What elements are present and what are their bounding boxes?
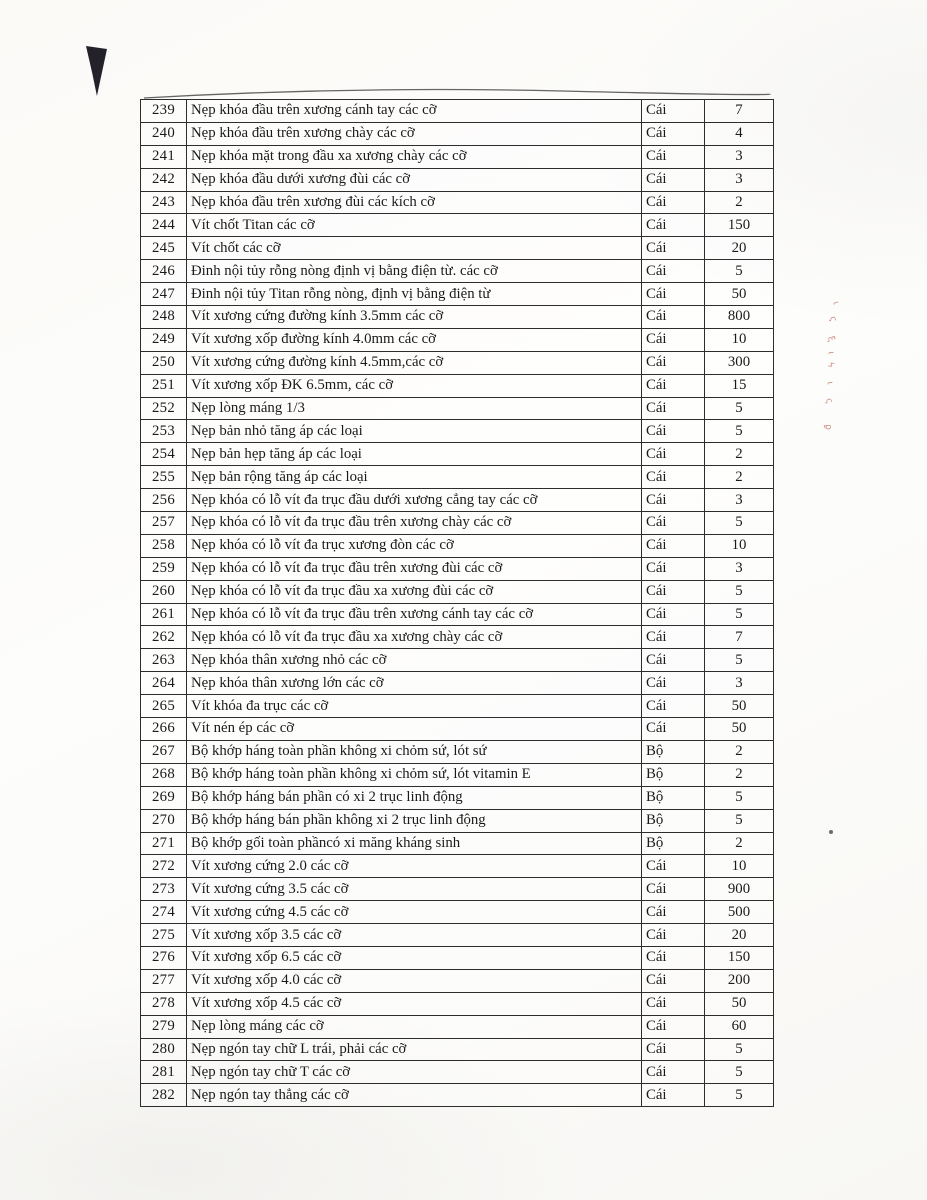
description-cell: Nẹp bản nhỏ tăng áp các loại <box>187 420 642 443</box>
unit-cell: Cái <box>642 260 705 283</box>
row-number-cell: 245 <box>141 237 187 260</box>
items-table <box>140 99 774 1107</box>
quantity-cell: 15 <box>705 374 774 397</box>
table-row <box>141 306 774 329</box>
row-number-cell: 247 <box>141 283 187 306</box>
table-row <box>141 672 774 695</box>
quantity-cell: 50 <box>705 718 774 741</box>
quantity-cell: 5 <box>705 260 774 283</box>
table-row <box>141 763 774 786</box>
quantity-cell: 800 <box>705 306 774 329</box>
red-ink-mark: ϼ <box>822 423 834 431</box>
quantity-cell: 5 <box>705 786 774 809</box>
quantity-cell: 3 <box>705 489 774 512</box>
description-cell: Nẹp khóa thân xương lớn các cỡ <box>187 672 642 695</box>
row-number-cell: 272 <box>141 855 187 878</box>
table-row <box>141 283 774 306</box>
row-number-cell: 242 <box>141 168 187 191</box>
unit-cell: Bộ <box>642 809 705 832</box>
quantity-cell: 2 <box>705 443 774 466</box>
row-number-cell: 279 <box>141 1015 187 1038</box>
row-number-cell: 282 <box>141 1084 187 1107</box>
items-table-wrap <box>140 99 773 1107</box>
table-row <box>141 786 774 809</box>
quantity-cell: 5 <box>705 649 774 672</box>
description-cell: Đinh nội tủy Titan rỗng nòng, định vị bằng điện từ <box>187 283 642 306</box>
description-cell: Vít xương cứng 3.5 các cỡ <box>187 878 642 901</box>
description-cell: Nẹp ngón tay chữ L trái, phải các cỡ <box>187 1038 642 1061</box>
unit-cell: Cái <box>642 1038 705 1061</box>
red-ink-mark: ι <box>825 351 836 355</box>
table-row <box>141 946 774 969</box>
description-cell: Nẹp bản hẹp tăng áp các loại <box>187 443 642 466</box>
row-number-cell: 275 <box>141 924 187 947</box>
unit-cell: Cái <box>642 214 705 237</box>
row-number-cell: 252 <box>141 397 187 420</box>
row-number-cell: 249 <box>141 328 187 351</box>
row-number-cell: 257 <box>141 512 187 535</box>
unit-cell: Cái <box>642 397 705 420</box>
row-number-cell: 259 <box>141 557 187 580</box>
quantity-cell: 500 <box>705 901 774 924</box>
description-cell: Vít xương xốp 3.5 các cỡ <box>187 924 642 947</box>
unit-cell: Cái <box>642 924 705 947</box>
description-cell: Nẹp khóa có lỗ vít đa trục đầu trên xương đùi các cỡ <box>187 557 642 580</box>
table-row <box>141 1061 774 1084</box>
row-number-cell: 280 <box>141 1038 187 1061</box>
unit-cell: Cái <box>642 306 705 329</box>
description-cell: Vít xương cứng 4.5 các cỡ <box>187 901 642 924</box>
row-number-cell: 241 <box>141 145 187 168</box>
row-number-cell: 266 <box>141 718 187 741</box>
description-cell: Bộ khớp háng bán phần có xi 2 trục linh động <box>187 786 642 809</box>
row-number-cell: 277 <box>141 969 187 992</box>
unit-cell: Cái <box>642 351 705 374</box>
table-row <box>141 420 774 443</box>
description-cell: Nẹp khóa đầu trên xương đùi các kích cỡ <box>187 191 642 214</box>
description-cell: Nẹp khóa có lỗ vít đa trục xương đòn các cỡ <box>187 534 642 557</box>
unit-cell: Cái <box>642 649 705 672</box>
row-number-cell: 253 <box>141 420 187 443</box>
red-ink-mark: ς <box>827 315 839 323</box>
scan-corner-fold-mark <box>86 46 107 96</box>
row-number-cell: 248 <box>141 306 187 329</box>
red-ink-mark: ι <box>824 380 835 386</box>
quantity-cell: 5 <box>705 512 774 535</box>
table-row <box>141 580 774 603</box>
unit-cell: Cái <box>642 1061 705 1084</box>
unit-cell: Cái <box>642 878 705 901</box>
description-cell: Vít xương xốp ĐK 6.5mm, các cỡ <box>187 374 642 397</box>
table-row <box>141 534 774 557</box>
table-row <box>141 695 774 718</box>
unit-cell: Cái <box>642 534 705 557</box>
table-row <box>141 740 774 763</box>
unit-cell: Cái <box>642 1084 705 1107</box>
quantity-cell: 10 <box>705 534 774 557</box>
description-cell: Bộ khớp háng bán phần không xi 2 trục linh động <box>187 809 642 832</box>
unit-cell: Cái <box>642 901 705 924</box>
unit-cell: Cái <box>642 122 705 145</box>
quantity-cell: 2 <box>705 763 774 786</box>
table-row <box>141 1015 774 1038</box>
row-number-cell: 261 <box>141 603 187 626</box>
unit-cell: Cái <box>642 145 705 168</box>
description-cell: Nẹp khóa thân xương nhỏ các cỡ <box>187 649 642 672</box>
unit-cell: Cái <box>642 328 705 351</box>
table-row <box>141 832 774 855</box>
quantity-cell: 5 <box>705 420 774 443</box>
table-row <box>141 603 774 626</box>
unit-cell: Cái <box>642 695 705 718</box>
unit-cell: Cái <box>642 557 705 580</box>
unit-cell: Bộ <box>642 740 705 763</box>
unit-cell: Cái <box>642 580 705 603</box>
quantity-cell: 3 <box>705 168 774 191</box>
description-cell: Nẹp ngón tay chữ T các cỡ <box>187 1061 642 1084</box>
unit-cell: Cái <box>642 168 705 191</box>
description-cell: Nẹp khóa có lỗ vít đa trục đầu trên xương chày các cỡ <box>187 512 642 535</box>
quantity-cell: 50 <box>705 695 774 718</box>
quantity-cell: 10 <box>705 855 774 878</box>
quantity-cell: 2 <box>705 740 774 763</box>
row-number-cell: 256 <box>141 489 187 512</box>
table-row <box>141 489 774 512</box>
description-cell: Bộ khớp háng toàn phần không xi chỏm sứ, lót vitamin E <box>187 763 642 786</box>
quantity-cell: 200 <box>705 969 774 992</box>
row-number-cell: 263 <box>141 649 187 672</box>
description-cell: Bộ khớp gối toàn phầncó xi măng kháng sinh <box>187 832 642 855</box>
description-cell: Vít khóa đa trục các cỡ <box>187 695 642 718</box>
stray-ink-dot <box>829 830 833 834</box>
row-number-cell: 273 <box>141 878 187 901</box>
description-cell: Nẹp lòng máng 1/3 <box>187 397 642 420</box>
unit-cell: Cái <box>642 855 705 878</box>
table-row <box>141 122 774 145</box>
description-cell: Nẹp bản rộng tăng áp các loại <box>187 466 642 489</box>
quantity-cell: 5 <box>705 1061 774 1084</box>
description-cell: Vít xương xốp đường kính 4.0mm các cỡ <box>187 328 642 351</box>
description-cell: Nẹp khóa đầu trên xương chày các cỡ <box>187 122 642 145</box>
table-row <box>141 557 774 580</box>
table-row <box>141 809 774 832</box>
quantity-cell: 2 <box>705 832 774 855</box>
row-number-cell: 278 <box>141 992 187 1015</box>
table-row <box>141 924 774 947</box>
row-number-cell: 274 <box>141 901 187 924</box>
table-row <box>141 878 774 901</box>
quantity-cell: 5 <box>705 1038 774 1061</box>
description-cell: Vít xương cứng đường kính 4.5mm,các cỡ <box>187 351 642 374</box>
unit-cell: Cái <box>642 672 705 695</box>
description-cell: Nẹp lòng máng các cỡ <box>187 1015 642 1038</box>
row-number-cell: 255 <box>141 466 187 489</box>
unit-cell: Cái <box>642 603 705 626</box>
description-cell: Nẹp khóa có lỗ vít đa trục đầu dưới xương cẳng tay các cỡ <box>187 489 642 512</box>
row-number-cell: 270 <box>141 809 187 832</box>
red-ink-mark: ϟ <box>824 360 836 370</box>
quantity-cell: 900 <box>705 878 774 901</box>
table-row <box>141 1038 774 1061</box>
unit-cell: Cái <box>642 466 705 489</box>
quantity-cell: 150 <box>705 946 774 969</box>
unit-cell: Cái <box>642 512 705 535</box>
table-row <box>141 1084 774 1107</box>
unit-cell: Cái <box>642 237 705 260</box>
unit-cell: Cái <box>642 489 705 512</box>
row-number-cell: 246 <box>141 260 187 283</box>
quantity-cell: 300 <box>705 351 774 374</box>
table-row <box>141 969 774 992</box>
unit-cell: Bộ <box>642 763 705 786</box>
row-number-cell: 240 <box>141 122 187 145</box>
row-number-cell: 243 <box>141 191 187 214</box>
table-row <box>141 443 774 466</box>
quantity-cell: 5 <box>705 1084 774 1107</box>
quantity-cell: 20 <box>705 924 774 947</box>
table-row <box>141 512 774 535</box>
unit-cell: Cái <box>642 946 705 969</box>
quantity-cell: 5 <box>705 580 774 603</box>
unit-cell: Bộ <box>642 786 705 809</box>
quantity-cell: 20 <box>705 237 774 260</box>
description-cell: Nẹp khóa có lỗ vít đa trục đầu xa xương chày các cỡ <box>187 626 642 649</box>
description-cell: Nẹp khóa đầu dưới xương đùi các cỡ <box>187 168 642 191</box>
unit-cell: Bộ <box>642 832 705 855</box>
row-number-cell: 271 <box>141 832 187 855</box>
description-cell: Nẹp khóa đầu trên xương cánh tay các cỡ <box>187 100 642 123</box>
row-number-cell: 258 <box>141 534 187 557</box>
row-number-cell: 276 <box>141 946 187 969</box>
description-cell: Vít nén ép các cỡ <box>187 718 642 741</box>
row-number-cell: 250 <box>141 351 187 374</box>
row-number-cell: 262 <box>141 626 187 649</box>
table-row <box>141 397 774 420</box>
row-number-cell: 267 <box>141 740 187 763</box>
table-row <box>141 328 774 351</box>
quantity-cell: 10 <box>705 328 774 351</box>
table-row <box>141 901 774 924</box>
table-row <box>141 145 774 168</box>
table-row <box>141 260 774 283</box>
red-ink-mark: ι <box>830 300 841 306</box>
unit-cell: Cái <box>642 443 705 466</box>
unit-cell: Cái <box>642 992 705 1015</box>
quantity-cell: 5 <box>705 397 774 420</box>
quantity-cell: 50 <box>705 992 774 1015</box>
table-row <box>141 191 774 214</box>
quantity-cell: 2 <box>705 191 774 214</box>
table-row <box>141 168 774 191</box>
unit-cell: Cái <box>642 626 705 649</box>
table-row <box>141 855 774 878</box>
row-number-cell: 269 <box>141 786 187 809</box>
description-cell: Vít chốt Titan các cỡ <box>187 214 642 237</box>
description-cell: Vít xương xốp 6.5 các cỡ <box>187 946 642 969</box>
row-number-cell: 268 <box>141 763 187 786</box>
table-row <box>141 374 774 397</box>
quantity-cell: 5 <box>705 603 774 626</box>
row-number-cell: 264 <box>141 672 187 695</box>
description-cell: Nẹp ngón tay thẳng các cỡ <box>187 1084 642 1107</box>
unit-cell: Cái <box>642 1015 705 1038</box>
quantity-cell: 3 <box>705 145 774 168</box>
description-cell: Nẹp khóa có lỗ vít đa trục đầu trên xương cánh tay các cỡ <box>187 603 642 626</box>
table-row <box>141 649 774 672</box>
description-cell: Vít xương xốp 4.0 các cỡ <box>187 969 642 992</box>
table-row <box>141 100 774 123</box>
table-row <box>141 992 774 1015</box>
description-cell: Bộ khớp háng toàn phần không xi chỏm sứ, lót sứ <box>187 740 642 763</box>
items-table-body <box>141 100 774 1107</box>
description-cell: Vít xương xốp 4.5 các cỡ <box>187 992 642 1015</box>
quantity-cell: 4 <box>705 122 774 145</box>
description-cell: Nẹp khóa mặt trong đầu xa xương chày các cỡ <box>187 145 642 168</box>
description-cell: Vít xương cứng đường kính 3.5mm các cỡ <box>187 306 642 329</box>
table-row <box>141 214 774 237</box>
row-number-cell: 265 <box>141 695 187 718</box>
red-ink-margin-note <box>824 298 846 438</box>
row-number-cell: 244 <box>141 214 187 237</box>
quantity-cell: 150 <box>705 214 774 237</box>
unit-cell: Cái <box>642 969 705 992</box>
quantity-cell: 60 <box>705 1015 774 1038</box>
table-row <box>141 626 774 649</box>
row-number-cell: 251 <box>141 374 187 397</box>
quantity-cell: 3 <box>705 672 774 695</box>
quantity-cell: 50 <box>705 283 774 306</box>
row-number-cell: 260 <box>141 580 187 603</box>
unit-cell: Cái <box>642 420 705 443</box>
quantity-cell: 5 <box>705 809 774 832</box>
red-ink-mark: ξ <box>824 334 837 344</box>
unit-cell: Cái <box>642 191 705 214</box>
description-cell: Vít chốt các cỡ <box>187 237 642 260</box>
red-ink-mark: ς <box>823 396 835 406</box>
table-row <box>141 351 774 374</box>
description-cell: Nẹp khóa có lỗ vít đa trục đầu xa xương đùi các cỡ <box>187 580 642 603</box>
table-row <box>141 718 774 741</box>
quantity-cell: 7 <box>705 626 774 649</box>
table-row <box>141 237 774 260</box>
description-cell: Đinh nội tủy rỗng nòng định vị bằng điện từ. các cỡ <box>187 260 642 283</box>
row-number-cell: 254 <box>141 443 187 466</box>
row-number-cell: 239 <box>141 100 187 123</box>
table-row <box>141 466 774 489</box>
quantity-cell: 7 <box>705 100 774 123</box>
unit-cell: Cái <box>642 718 705 741</box>
unit-cell: Cái <box>642 374 705 397</box>
quantity-cell: 3 <box>705 557 774 580</box>
quantity-cell: 2 <box>705 466 774 489</box>
unit-cell: Cái <box>642 100 705 123</box>
row-number-cell: 281 <box>141 1061 187 1084</box>
unit-cell: Cái <box>642 283 705 306</box>
description-cell: Vít xương cứng 2.0 các cỡ <box>187 855 642 878</box>
